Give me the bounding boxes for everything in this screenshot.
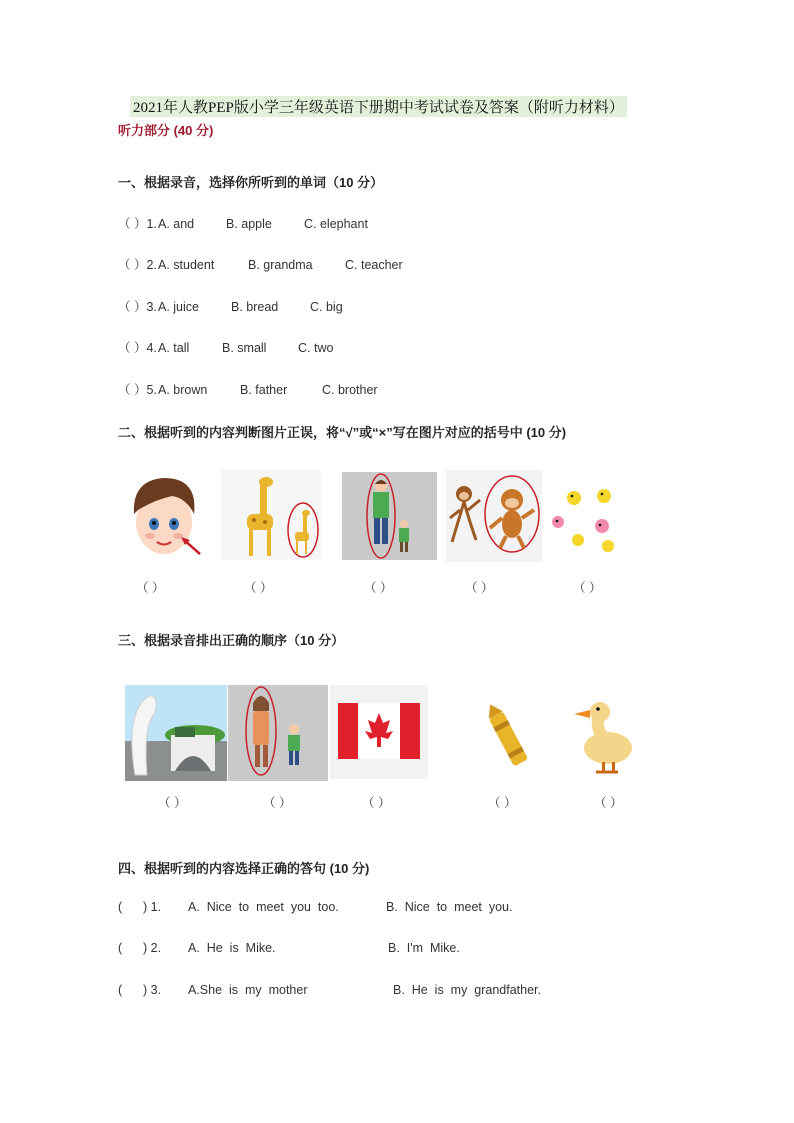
question-row bbox=[118, 380, 378, 398]
listening-part-heading: 听力部分 (40 分) bbox=[118, 123, 214, 138]
giraffes-image bbox=[221, 470, 321, 560]
question-row bbox=[118, 900, 512, 914]
option-a: A. juice bbox=[158, 300, 199, 314]
mother-and-son-image bbox=[228, 685, 328, 781]
canada-flag-image bbox=[330, 685, 428, 779]
option-c: C. elephant bbox=[304, 217, 368, 231]
section2-title: 二、根据听到的内容判断图片正误，将“√”或“×”写在图片对应的括号中 (10 分) bbox=[118, 425, 567, 440]
boy-face-image bbox=[124, 470, 204, 564]
option-a: A. tall bbox=[158, 341, 190, 355]
question-number: ( ) 3. bbox=[118, 983, 162, 997]
option-a: A. student bbox=[158, 258, 215, 272]
question-number: （ ）1. bbox=[118, 217, 157, 231]
answer-bracket[interactable]: （ ） bbox=[594, 796, 623, 810]
answer-bracket[interactable]: （ ） bbox=[465, 581, 494, 595]
option-b: B. He is my grandfather. bbox=[393, 983, 541, 997]
answer-bracket[interactable]: （ ） bbox=[573, 581, 602, 595]
question-row bbox=[118, 255, 403, 273]
question-row bbox=[118, 214, 368, 232]
option-c: C. two bbox=[298, 341, 334, 355]
answer-bracket[interactable]: （ ） bbox=[136, 581, 165, 595]
option-a: A. Nice to meet you too. bbox=[188, 900, 339, 914]
section3-title: 三、根据录音排出正确的顺序（10 分） bbox=[118, 633, 345, 648]
tall-and-short-boys-image bbox=[342, 472, 437, 560]
option-c: C. brother bbox=[322, 383, 378, 397]
question-row bbox=[118, 338, 333, 356]
question-number: （ ）2. bbox=[118, 258, 157, 272]
answer-bracket[interactable]: （ ） bbox=[263, 796, 292, 810]
option-b: B. bread bbox=[231, 300, 279, 314]
crayon-image bbox=[478, 700, 538, 776]
section1-title: 一、根据录音，选择你所听到的单词（10 分） bbox=[118, 175, 384, 190]
option-a: A.She is my mother bbox=[188, 983, 308, 997]
option-c: C. teacher bbox=[345, 258, 403, 272]
question-number: ( ) 1. bbox=[118, 900, 162, 914]
question-number: （ ）3. bbox=[118, 300, 157, 314]
option-b: B. father bbox=[240, 383, 288, 397]
option-a: A. brown bbox=[158, 383, 208, 397]
question-row bbox=[118, 983, 541, 997]
answer-bracket[interactable]: （ ） bbox=[362, 796, 391, 810]
question-number: （ ）4. bbox=[118, 341, 157, 355]
question-number: （ ）5. bbox=[118, 383, 157, 397]
duck-image bbox=[568, 692, 638, 778]
monkeys-image bbox=[446, 470, 542, 562]
option-a: A. and bbox=[158, 217, 195, 231]
zoo-gate-image bbox=[125, 685, 227, 781]
answer-bracket[interactable]: （ ） bbox=[488, 796, 517, 810]
section4-title: 四、根据听到的内容选择正确的答句 (10 分) bbox=[118, 861, 370, 876]
option-b: B. Nice to meet you. bbox=[386, 900, 513, 914]
question-row bbox=[118, 297, 343, 315]
small-animals-image bbox=[548, 484, 618, 556]
option-b: B. apple bbox=[226, 217, 272, 231]
option-a: A. He is Mike. bbox=[188, 941, 276, 955]
option-b: B. I'm Mike. bbox=[388, 941, 460, 955]
answer-bracket[interactable]: （ ） bbox=[158, 796, 187, 810]
question-number: ( ) 2. bbox=[118, 941, 162, 955]
answer-bracket[interactable]: （ ） bbox=[364, 581, 393, 595]
answer-bracket[interactable]: （ ） bbox=[244, 581, 273, 595]
question-row bbox=[118, 941, 460, 955]
option-b: B. grandma bbox=[248, 258, 313, 272]
option-c: C. big bbox=[310, 300, 343, 314]
option-b: B. small bbox=[222, 341, 267, 355]
document-title: 2021年人教PEP版小学三年级英语下册期中考试试卷及答案（附听力材料） bbox=[130, 96, 627, 117]
